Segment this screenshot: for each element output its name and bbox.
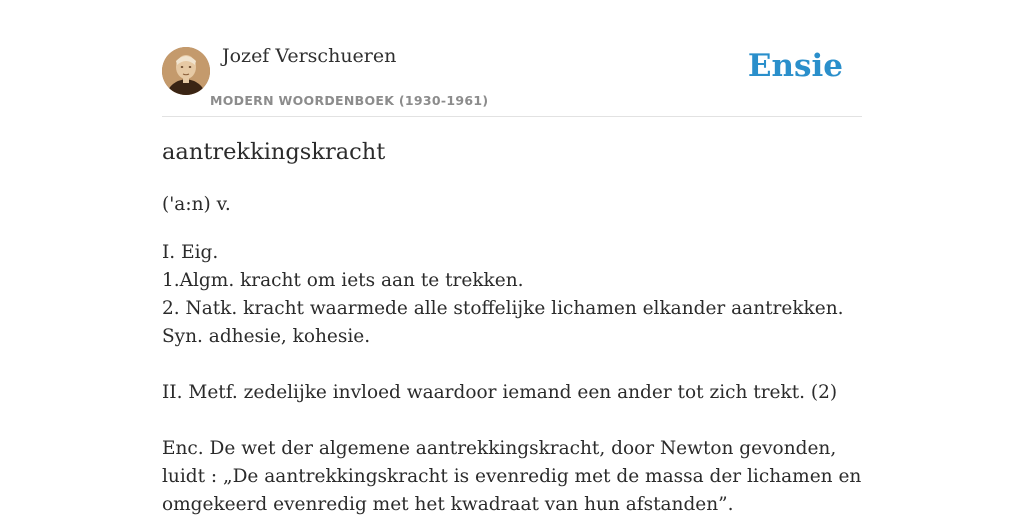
spacer [162, 351, 862, 379]
page-title: aantrekkingskracht [162, 139, 386, 165]
header [162, 0, 862, 117]
page [162, 0, 862, 515]
definition-line: II. Metf. zedelijke invloed waardoor iemand een ander tot zich trekt. (2) [162, 382, 838, 403]
definition-line: 2. Natk. kracht waarmede alle stoffelijke lichamen elkander aantrekken. Syn. adhesie, kohesie. [162, 298, 844, 347]
encyclopedia-note: Enc. De wet der algemene aantrekkingskracht, door Newton gevonden, luidt : „De aantrekkingskracht is evenredig met de massa der lichamen en omgekeerd evenredig met het kwadraat van hun afstanden”. [162, 438, 862, 515]
author-name[interactable]: Jozef Verschueren [222, 45, 397, 67]
dictionary-source[interactable]: MODERN WOORDENBOEK (1930-1961) [210, 93, 489, 108]
pronunciation: ('a:n) v. [162, 194, 231, 215]
author-portrait-icon [162, 47, 210, 95]
brand-logo[interactable]: Ensie [747, 48, 843, 84]
definition-line: I. Eig. [162, 242, 219, 263]
definition-line: 1.Algm. kracht om iets aan te trekken. [162, 270, 524, 291]
spacer [162, 407, 862, 435]
author-avatar[interactable] [162, 47, 210, 95]
definition-body [162, 239, 862, 519]
